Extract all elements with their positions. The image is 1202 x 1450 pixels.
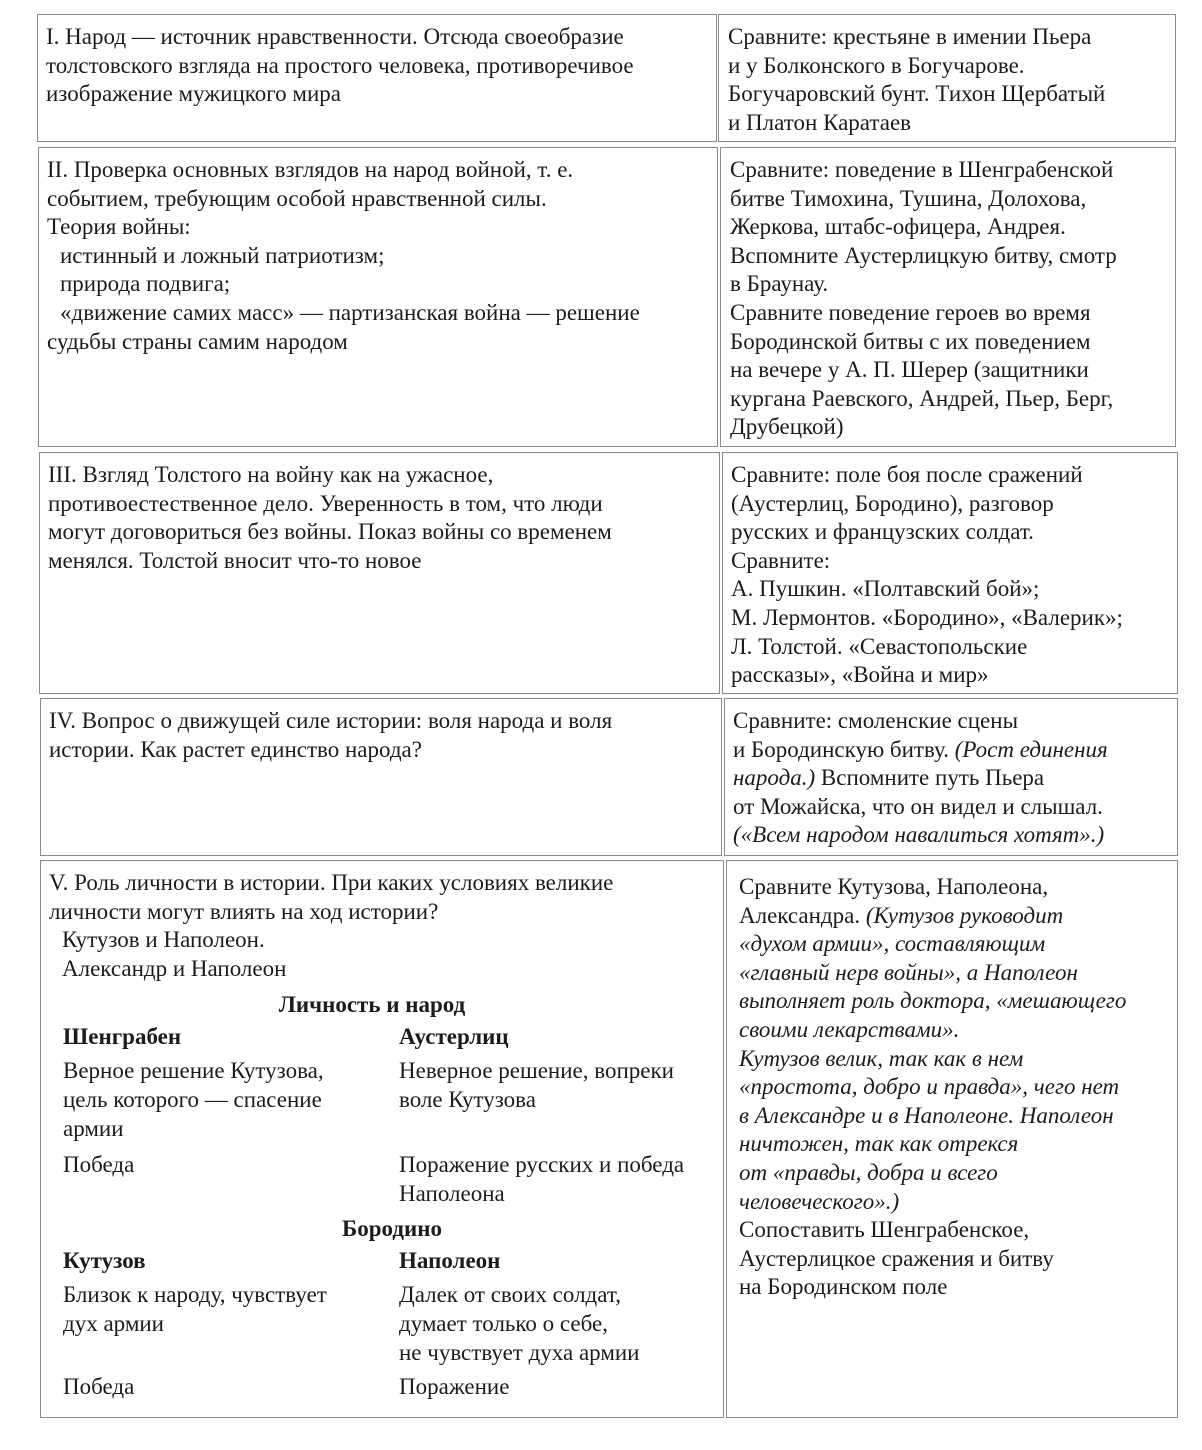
- text-line: воле Кутузова: [399, 1086, 536, 1112]
- text-line: событием, требующим особой нравственной силы.: [47, 185, 547, 211]
- text-line: Богучаровский бунт. Тихон Щербатый: [728, 81, 1106, 107]
- text-line: Л. Толстой. «Севастопольские: [731, 633, 1028, 659]
- text-line: «движение самих масс» — партизанская война — решение: [60, 299, 640, 325]
- text-line: Кутузов велик, так как в нем: [739, 1045, 1024, 1071]
- text-line: Друбецкой): [730, 414, 844, 440]
- subtable-row: [49, 1151, 715, 1213]
- row-4-left-cell: [40, 698, 722, 856]
- column-heading: Кутузов: [63, 1248, 146, 1274]
- text-line: битве Тимохина, Тушина, Долохова,: [730, 185, 1087, 211]
- text-line: Сравните: крестьяне в имении Пьера: [728, 24, 1092, 49]
- text-line: [733, 764, 1173, 793]
- text-line: Поражение: [399, 1374, 510, 1400]
- text-line: (Аустерлиц, Бородино), разговор: [731, 490, 1054, 516]
- italic-text-run: народа.): [733, 765, 816, 791]
- text-line: «простота, добро и правда», чего нет: [739, 1074, 1120, 1100]
- text-line: «главный нерв войны», а Наполеон: [739, 959, 1078, 985]
- text-line: судьбы страны самим народом: [47, 328, 348, 354]
- text-line: цель которого — спасение: [63, 1086, 322, 1112]
- row-3-right-cell: [722, 452, 1178, 694]
- column-heading: Шенграбен: [63, 1024, 182, 1050]
- text-line: Далек от своих солдат,: [399, 1282, 621, 1308]
- text-run: Александра.: [739, 902, 866, 928]
- text-line: V. Роль личности в истории. При каких условиях великие: [49, 870, 614, 895]
- text-line: М. Лермонтов. «Бородино», «Валерик»;: [731, 604, 1123, 630]
- text-line: Сравните Кутузова, Наполеона,: [739, 874, 1049, 899]
- row-2-right-cell: [720, 147, 1176, 447]
- text-line: I. Народ — источник нравственности. Отсюда своеобразие: [46, 24, 624, 49]
- subtable-row: [49, 1373, 715, 1405]
- text-run: и Бородинскую битву.: [733, 736, 955, 762]
- text-line: думает только о себе,: [399, 1310, 608, 1336]
- row-2-left-cell: [38, 147, 718, 447]
- text-line: в Александре и в Наполеоне. Наполеон: [739, 1102, 1114, 1128]
- subtable-cell: [63, 1151, 134, 1180]
- text-line: Вспомните Аустерлицкую битву, смотр: [730, 242, 1117, 268]
- text-line: Бородинской битвы с их поведением: [730, 328, 1091, 354]
- text-line: на Бородинском поле: [739, 1274, 948, 1300]
- subtable-row: [49, 1281, 715, 1373]
- text-line: Поражение русских и победа: [399, 1152, 685, 1178]
- text-line: дух армии: [63, 1310, 164, 1336]
- text-line: Верное решение Кутузова,: [63, 1058, 324, 1084]
- text-line: от «правды, добра и всего: [739, 1159, 998, 1185]
- text-line: [739, 902, 1173, 931]
- text-line: рассказы», «Война и мир»: [731, 662, 989, 688]
- subtable-title: Бородино: [342, 1216, 442, 1242]
- text-line: истории. Как растет единство народа?: [49, 736, 422, 762]
- subtable-cell: [399, 1057, 674, 1114]
- text-line: кургана Раевского, Андрей, Пьер, Берг,: [730, 385, 1114, 411]
- italic-text-run: (Рост единения: [954, 736, 1108, 762]
- column-heading: Наполеон: [399, 1248, 501, 1274]
- text-line: природа подвига;: [60, 271, 231, 297]
- italic-text-run: (Кутузов руководит: [865, 902, 1064, 928]
- text-line: Неверное решение, вопреки: [399, 1058, 674, 1084]
- text-line: Победа: [63, 1374, 135, 1400]
- text-line: «духом армии», составляющим: [739, 931, 1046, 957]
- text-line: Аустерлицкое сражения и битву: [739, 1245, 1054, 1271]
- text-line: менялся. Толстой вносит что-то новое: [48, 547, 422, 573]
- text-line: толстовского взгляда на простого человека, противоречивое: [46, 52, 634, 78]
- text-line: Победа: [63, 1152, 135, 1178]
- text-line: II. Проверка основных взглядов на народ войной, т. е.: [47, 157, 574, 182]
- text-line: личности могут влиять на ход истории?: [49, 898, 439, 924]
- subtable-title: Личность и народ: [278, 992, 466, 1018]
- text-line: Сравните:: [731, 547, 831, 573]
- text-line: и у Болконского в Богучарове.: [728, 52, 1025, 78]
- subtable-row: [49, 1057, 715, 1151]
- text-line: не чувствует духа армии: [399, 1339, 640, 1365]
- text-line: изображение мужицкого мира: [46, 81, 341, 107]
- text-line: ничтожен, так как отрекся: [739, 1131, 1019, 1157]
- text-line: человеческого».): [739, 1188, 900, 1214]
- text-line: («Всем народом навалиться хотят».): [733, 822, 1105, 848]
- text-line: Александр и Наполеон: [62, 955, 287, 981]
- text-line: IV. Вопрос о движущей силе истории: воля народа и воля: [49, 708, 613, 733]
- row-4-right-cell: [724, 698, 1178, 856]
- row-5-right-cell: [726, 860, 1178, 1418]
- text-line: А. Пушкин. «Полтавский бой»;: [731, 576, 1040, 602]
- subtable-header-row: [49, 1247, 715, 1281]
- text-line: Жеркова, штабс-офицера, Андрея.: [730, 214, 1066, 240]
- text-line: Теория войны:: [47, 214, 191, 240]
- text-line: русских и французских солдат.: [731, 519, 1034, 545]
- text-line: истинный и ложный патриотизм;: [60, 242, 385, 268]
- text-line: Кутузов и Наполеон.: [62, 927, 265, 953]
- subtable-header-row: [49, 1023, 715, 1057]
- text-line: Сравните: поведение в Шенграбенской: [730, 157, 1114, 182]
- text-line: III. Взгляд Толстого на войну как на ужасное,: [48, 462, 494, 487]
- text-line: Наполеона: [399, 1180, 505, 1206]
- column-heading: Аустерлиц: [399, 1024, 509, 1050]
- text-line: противоестественное дело. Уверенность в том, что люди: [48, 490, 603, 516]
- text-line: Сравните поведение героев во время: [730, 299, 1091, 325]
- text-line: своими лекарствами».: [739, 1016, 960, 1042]
- row-1-right-cell: [718, 14, 1176, 142]
- text-line: на вечере у А. П. Шерер (защитники: [730, 357, 1089, 383]
- text-line: в Браунау.: [730, 271, 829, 297]
- text-line: армии: [63, 1115, 124, 1141]
- subtable-cell: [399, 1151, 684, 1208]
- text-line: Сравните: поле боя после сражений: [731, 462, 1083, 487]
- text-line: [733, 736, 1173, 765]
- text-line: могут договориться без войны. Показ войны со временем: [48, 519, 612, 545]
- row-3-left-cell: [39, 452, 720, 694]
- text-line: от Можайска, что он видел и слышал.: [733, 793, 1103, 819]
- text-run: Вспомните путь Пьера: [815, 765, 1045, 791]
- subtable-cell: [63, 1281, 327, 1338]
- text-line: Сопоставить Шенграбенское,: [739, 1217, 1030, 1243]
- row-1-left-cell: [37, 14, 717, 142]
- subtable-cell: [63, 1057, 324, 1143]
- text-line: Сравните: смоленские сцены: [733, 708, 1019, 733]
- row-5-left-cell: [40, 860, 724, 1418]
- text-line: и Платон Каратаев: [728, 109, 912, 135]
- text-line: Близок к народу, чувствует: [63, 1282, 327, 1308]
- subtable-cell: [399, 1281, 640, 1367]
- text-line: выполняет роль доктора, «мешающего: [739, 988, 1127, 1014]
